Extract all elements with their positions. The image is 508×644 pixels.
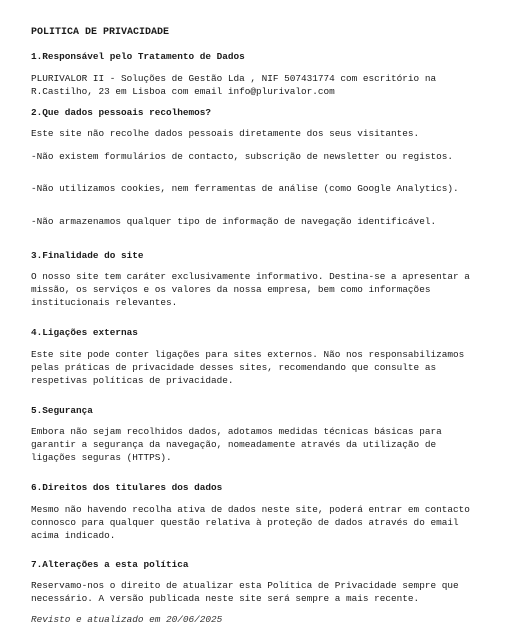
section-1-heading: 1.Responsável pelo Tratamento de Dados (31, 51, 245, 62)
section-3-heading: 3.Finalidade do site (31, 250, 144, 261)
section-4-paragraph-1: Este site pode conter ligações para sites externos. Não nos responsabilizamos pelas práticas de privacidade desses sites, recomendando que consulte as respetivas políticas de privacidade. (31, 349, 465, 386)
section-1-paragraph-1: PLURIVALOR II - Soluções de Gestão Lda , NIF 507431774 com escritório na R.Castilho, 23 em Lisboa com email info@plurivalor.com (31, 73, 437, 97)
section-2-paragraph-1: Este site não recolhe dados pessoais diretamente dos seus visitantes. (31, 128, 420, 139)
section-4-heading: 4.Ligações externas (31, 327, 138, 338)
section-6-heading: 6.Direitos dos titulares dos dados (31, 482, 223, 493)
section-7-paragraph-1: Reservamo-nos o direito de atualizar esta Política de Privacidade sempre que necessário. A versão publicada neste site será sempre a mais recente. (31, 580, 459, 604)
section-6-paragraph-1: Mesmo não havendo recolha ativa de dados neste site, poderá entrar em contacto connosco para qualquer questão relativa à proteção de dados através do email acima indicado. (31, 504, 470, 541)
section-5-heading: 5.Segurança (31, 405, 93, 416)
revision-date-note: Revisto e atualizado em 20/06/2025 (31, 614, 223, 625)
section-7-heading: 7.Alterações a esta política (31, 559, 189, 570)
section-5-paragraph-1: Embora não sejam recolhidos dados, adotamos medidas técnicas básicas para garantir a segurança da navegação, nomeadamente através da utilização de ligações seguras (HTTPS). (31, 426, 442, 463)
section-3-paragraph-1: O nosso site tem caráter exclusivamente informativo. Destina-se a apresentar a missão, os serviços e os valores da nossa empresa, bem como informações institucionais relevantes. (31, 271, 470, 308)
section-2-paragraph-4: -Não armazenamos qualquer tipo de informação de navegação identificável. (31, 216, 437, 227)
section-2-heading: 2.Que dados pessoais recolhemos? (31, 107, 212, 118)
section-2-paragraph-2: -Não existem formulários de contacto, subscrição de newsletter ou registos. (31, 151, 453, 162)
page-title: POLITICA DE PRIVACIDADE (31, 27, 170, 38)
section-2-paragraph-3: -Não utilizamos cookies, nem ferramentas de análise (como Google Analytics). (31, 183, 459, 194)
